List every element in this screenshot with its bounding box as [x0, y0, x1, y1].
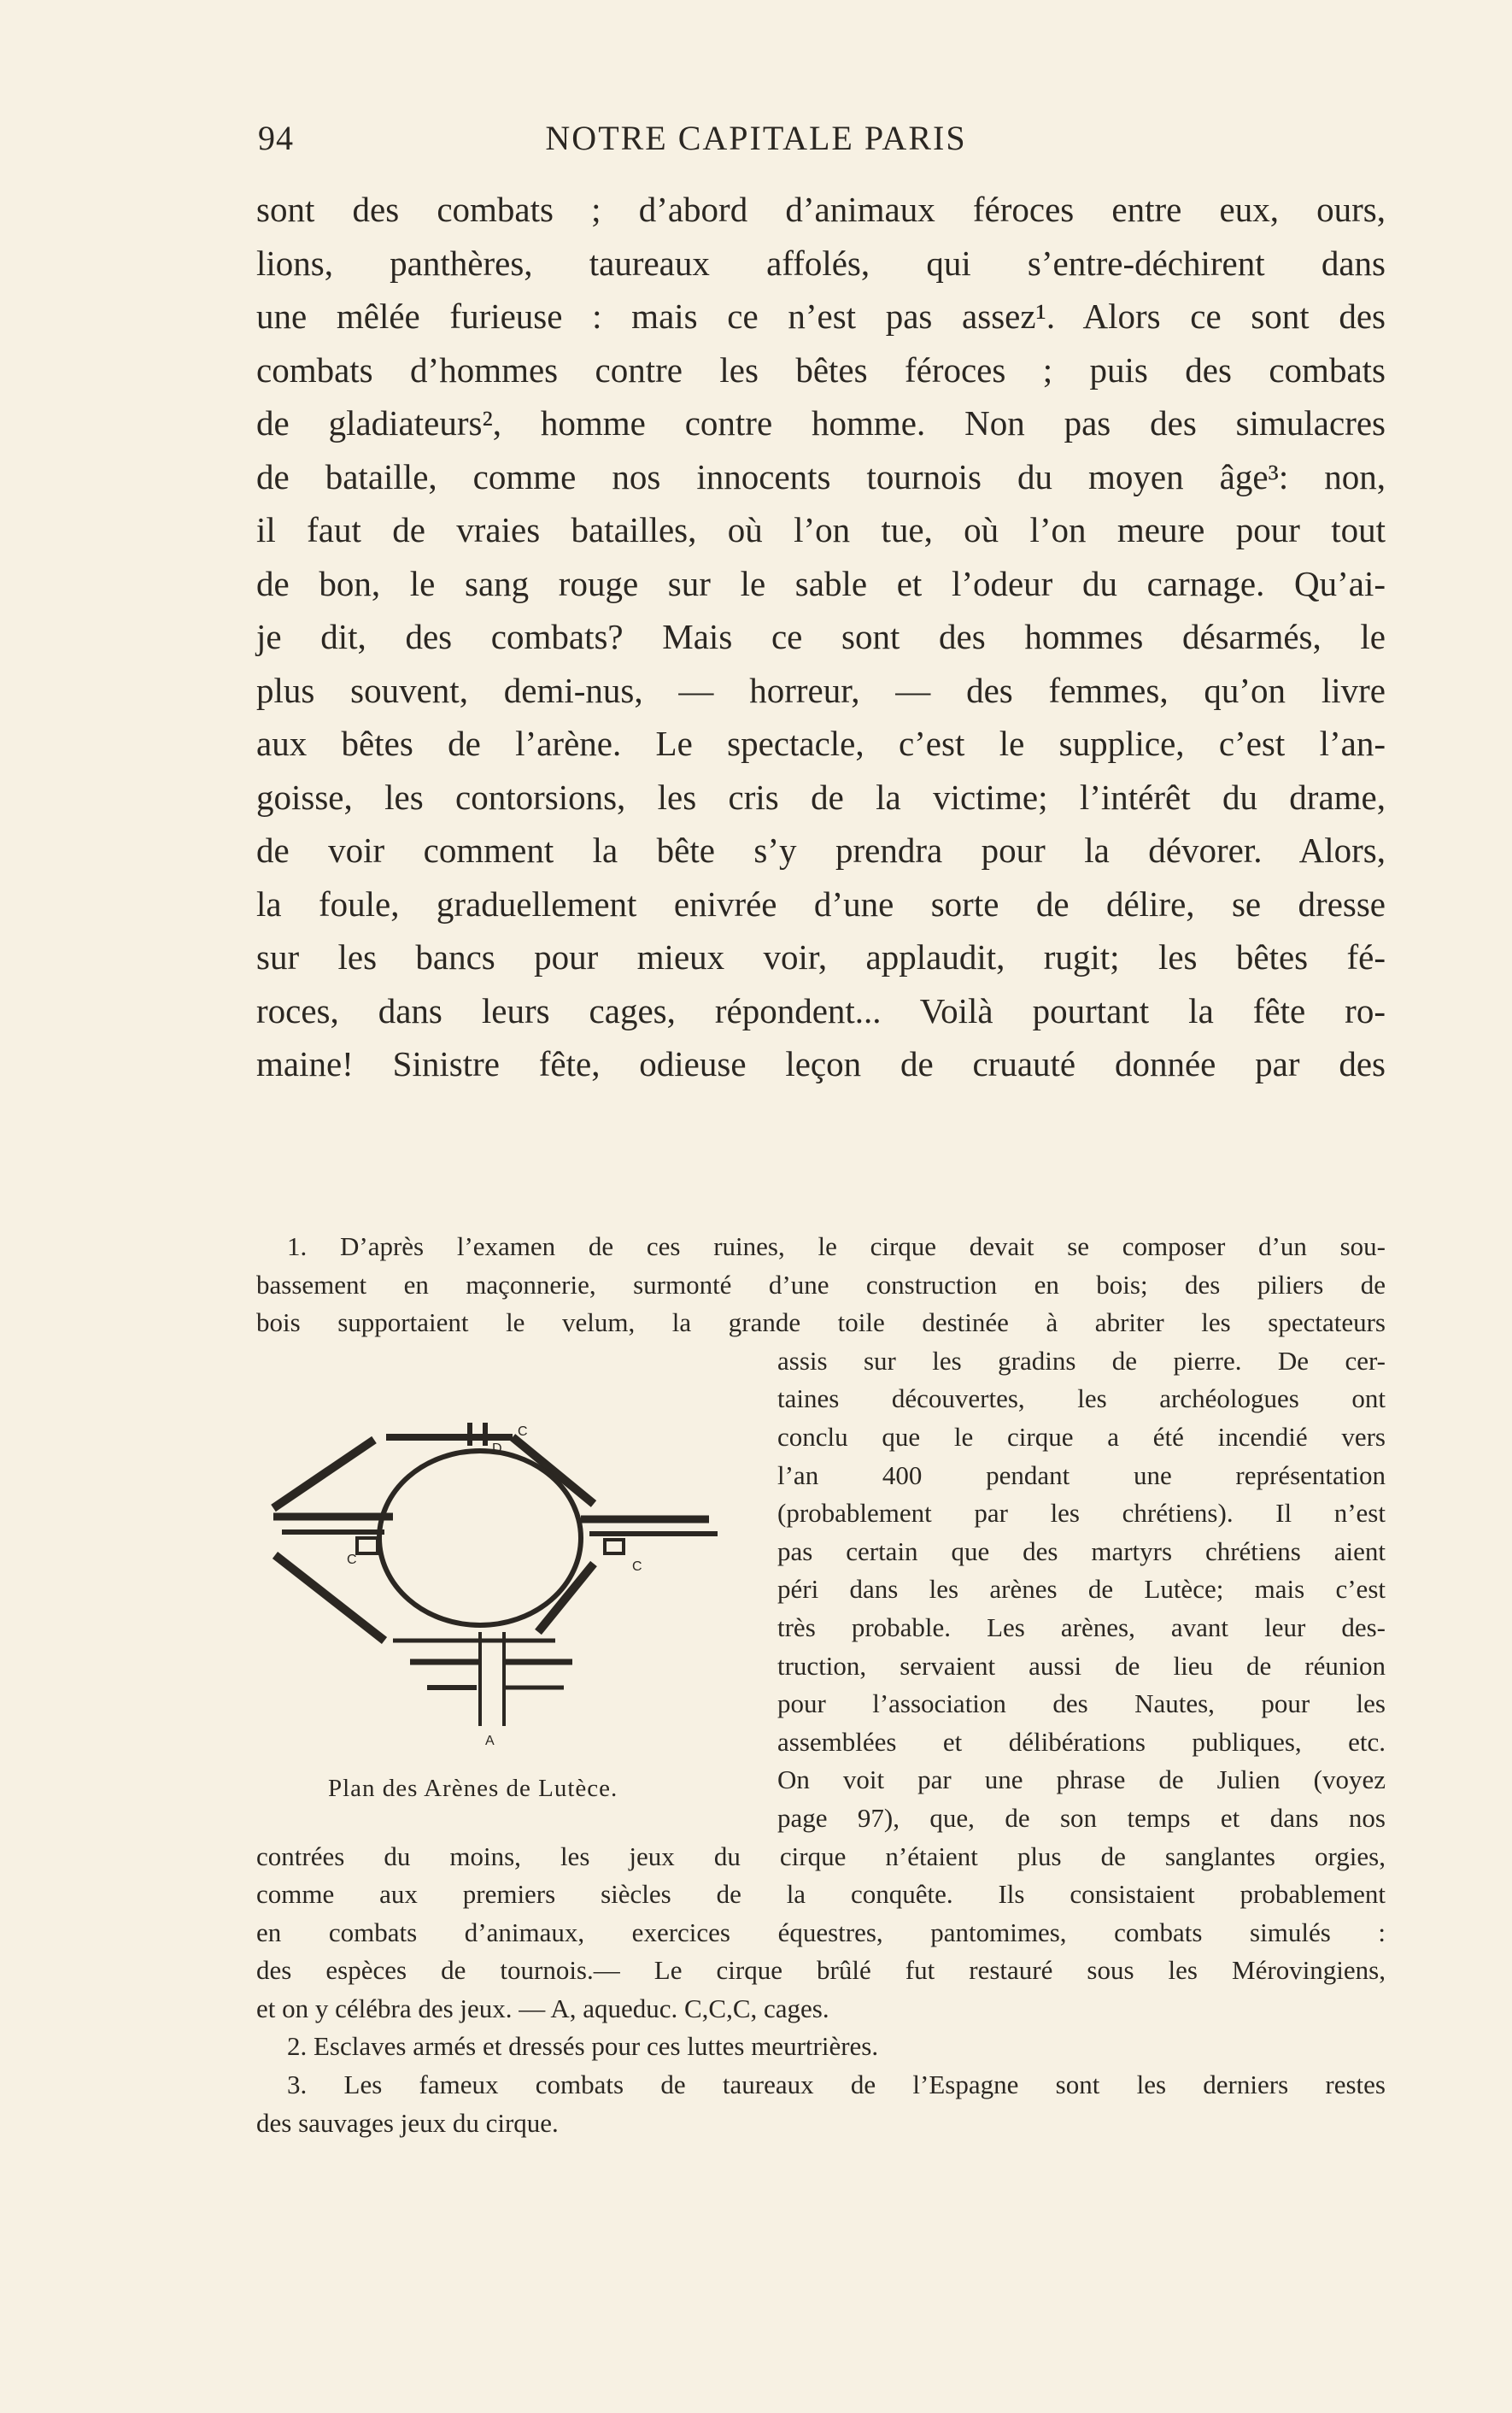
body-line: sur les bancs pour mieux voir, applaudit, rugit; les bêtes fé-: [256, 937, 1386, 977]
body-line: lions, panthères, taureaux affolés, qui s’entre-déchirent dans: [256, 243, 1386, 283]
footnote-line: conclu que le cirque a été incendié vers: [777, 1421, 1386, 1452]
footnote-line: des espèces de tournois.— Le cirque brûlé fut restauré sous les Mérovingiens,: [256, 1955, 1386, 1986]
cage-label: C: [518, 1424, 528, 1439]
body-line: de bataille, comme nos innocents tournois du moyen âge³: non,: [256, 456, 1386, 496]
body-line: goisse, les contorsions, les cris de la victime; l’intérêt du drame,: [256, 777, 1386, 817]
body-line: je dit, des combats? Mais ce sont des hommes désarmés, le: [256, 617, 1386, 656]
body-line: maine! Sinistre fête, odieuse leçon de cruauté donnée par des: [256, 1044, 1386, 1083]
footnote-3: 3. Les fameux combats de taureaux de l’Espagne sont les derniers restes: [287, 2070, 1386, 2100]
cage-label: C: [632, 1559, 642, 1574]
body-line: aux bêtes de l’arène. Le spectacle, c’est le supplice, c’est l’an-: [256, 724, 1386, 763]
body-line: de voir comment la bête s’y prendra pour la dévorer. Alors,: [256, 831, 1386, 870]
footnote-line: comme aux premiers siècles de la conquête. Ils consistaient probablement: [256, 1879, 1386, 1910]
page-number: 94: [258, 119, 294, 157]
footnote-line: taines découvertes, les archéologues ont: [777, 1383, 1386, 1414]
footnote-line: pour l’association des Nautes, pour les: [777, 1688, 1386, 1719]
figure-caption: Plan des Arènes de Lutèce.: [328, 1775, 618, 1802]
body-text: [256, 183, 1386, 1091]
body-line: combats d’hommes contre les bêtes féroces ; puis des combats: [256, 349, 1386, 390]
body-line: sont des combats ; d’abord d’animaux féroces entre eux, ours,: [256, 190, 1386, 229]
body-line: de gladiateurs², homme contre homme. Non pas des simulacres: [256, 403, 1386, 443]
footnote-line: page 97), que, de son temps et dans nos: [777, 1802, 1386, 1833]
running-title: NOTRE CAPITALE PARIS: [545, 119, 967, 157]
arena-plan-figure: [256, 1376, 718, 1752]
cage-label: C: [347, 1553, 357, 1567]
footnote-line: truction, servaient aussi de lieu de réunion: [777, 1650, 1386, 1681]
body-line: il faut de vraies batailles, où l’on tue, où l’on meure pour tout: [256, 510, 1386, 549]
body-line: de bon, le sang rouge sur le sable et l’odeur du carnage. Qu’ai-: [256, 563, 1386, 603]
footnote-line: bois supportaient le velum, la grande toile destinée à abriter les spectateurs: [256, 1307, 1386, 1338]
arena-plan-drawing: [256, 1376, 718, 1752]
footnote-line: 1. D’après l’examen de ces ruines, le cirque devait se composer d’un sou-: [287, 1231, 1386, 1261]
footnote-line: bassement en maçonnerie, surmonté d’une construction en bois; des piliers de: [256, 1269, 1386, 1300]
aqueduct-label: A: [485, 1734, 495, 1748]
footnote-line: contrées du moins, les jeux du cirque n’étaient plus de sanglantes orgies,: [256, 1841, 1386, 1871]
footnote-line: pas certain que des martyrs chrétiens aient: [777, 1535, 1386, 1566]
footnote-2: 2. Esclaves armés et dressés pour ces luttes meurtrières.: [287, 2031, 879, 2062]
d-label: D: [492, 1441, 502, 1456]
footnote-line: assemblées et délibérations publiques, etc.: [777, 1726, 1386, 1757]
footnote-line: (probablement par les chrétiens). Il n’est: [777, 1498, 1386, 1529]
footnote-line: On voit par une phrase de Julien (voyez: [777, 1764, 1386, 1795]
footnote-line: l’an 400 pendant une représentation: [777, 1459, 1386, 1490]
body-line: roces, dans leurs cages, répondent... Voilà pourtant la fête ro-: [256, 990, 1386, 1030]
footnote-line: péri dans les arènes de Lutèce; mais c’est: [777, 1574, 1386, 1605]
body-line: plus souvent, demi-nus, — horreur, — des femmes, qu’on livre: [256, 670, 1386, 710]
footnote-line: et on y célébra des jeux. — A, aqueduc. C,C,C, cages.: [256, 1993, 829, 2023]
body-line: la foule, graduellement enivrée d’une sorte de délire, se dresse: [256, 884, 1386, 924]
body-line: une mêlée furieuse : mais ce n’est pas assez¹. Alors ce sont des: [256, 296, 1386, 336]
footnote-line: assis sur les gradins de pierre. De cer-: [777, 1345, 1386, 1376]
footnote-line: en combats d’animaux, exercices équestres, pantomimes, combats simulés :: [256, 1917, 1386, 1947]
footnote-line: très probable. Les arènes, avant leur des-: [777, 1612, 1386, 1642]
footnote-line: des sauvages jeux du cirque.: [256, 2107, 559, 2138]
